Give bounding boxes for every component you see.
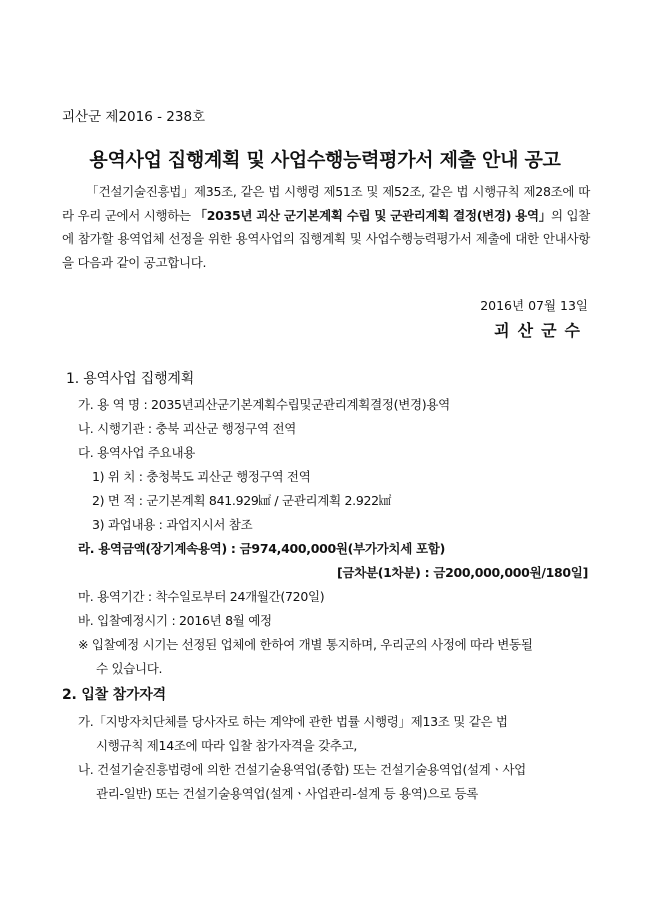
intro-text-2: 의 입찰에 참가할 용역업체 선정을 위한 용역사업의 집행계획 및 사업수행능력평가서 제출에 대한 안내사항을 다음과 같이 공고합니다. <box>62 207 591 270</box>
intro-paragraph <box>62 180 590 274</box>
intro-project-name: 「2035년 괴산 군기본계획 수립 및 군관리계획 결정(변경) 용역」 <box>194 207 551 223</box>
qualification-ga-line-2: 시행규칙 제14조에 따라 입찰 참가자격을 갖추고, <box>96 738 358 753</box>
item-bid-schedule: 바. 입찰예정시기 : 2016년 8월 예정 <box>78 613 272 628</box>
section-2-title: 2. 입찰 참가자격 <box>62 687 166 703</box>
note-line-2: 수 있습니다. <box>96 661 163 676</box>
document-number: 괴산군 제2016 - 238호 <box>62 109 206 125</box>
issuer-name: 괴산군수 <box>494 321 588 340</box>
notice-title: 용역사업 집행계획 및 사업수행능력평가서 제출 안내 공고 <box>89 149 561 171</box>
item-service-amount: 라. 용역금액(장기계속용역) : 금974,400,000원(부가가치세 포함) <box>78 541 445 556</box>
item-area: 2) 면 적 : 군기본계획 841.929㎢ / 군관리계획 2.922㎢ <box>92 493 392 508</box>
item-service-name: 가. 용 역 명 : 2035년괴산군기본계획수립및군관리계획결정(변경)용역 <box>78 397 450 412</box>
note-line-1: ※ 입찰예정 시기는 선정된 업체에 한하여 개별 통지하며, 우리군의 사정에 따라 변동될 <box>78 637 533 652</box>
section-1-title: 1. 용역사업 집행계획 <box>66 371 195 387</box>
item-location: 1) 위 치 : 충청북도 괴산군 행정구역 전역 <box>92 469 311 484</box>
qualification-ga-line-1: 가.「지방자치단체를 당사자로 하는 계약에 관한 법률 시행령」제13조 및 같은 법 <box>78 714 508 729</box>
item-agency: 나. 시행기관 : 충북 괴산군 행정구역 전역 <box>78 421 297 436</box>
qualification-na-line-1: 나. 건설기술진흥법령에 의한 건설기술용역업(종합) 또는 건설기술용역업(설계ㆍ사업 <box>78 762 526 777</box>
notice-date: 2016년 07월 13일 <box>480 298 588 313</box>
item-current-amount: [금차분(1차분) : 금200,000,000원/180일] <box>337 565 588 580</box>
intro-text-1: 「건설기술진흥법」제35조, 같은 법 시행령 제51조 및 제52조, 같은 법 시행규칙 제28조에 따라 우리 군에서 시행하는 <box>62 184 590 223</box>
item-service-period: 마. 용역기간 : 착수일로부터 24개월간(720일) <box>78 589 325 604</box>
item-task-content: 3) 과업내용 : 과업지시서 참조 <box>92 517 253 532</box>
item-main-content: 다. 용역사업 주요내용 <box>78 445 195 460</box>
qualification-na-line-2: 관리-일반) 또는 건설기술용역업(설계ㆍ사업관리-설계 등 용역)으로 등록 <box>96 786 478 801</box>
